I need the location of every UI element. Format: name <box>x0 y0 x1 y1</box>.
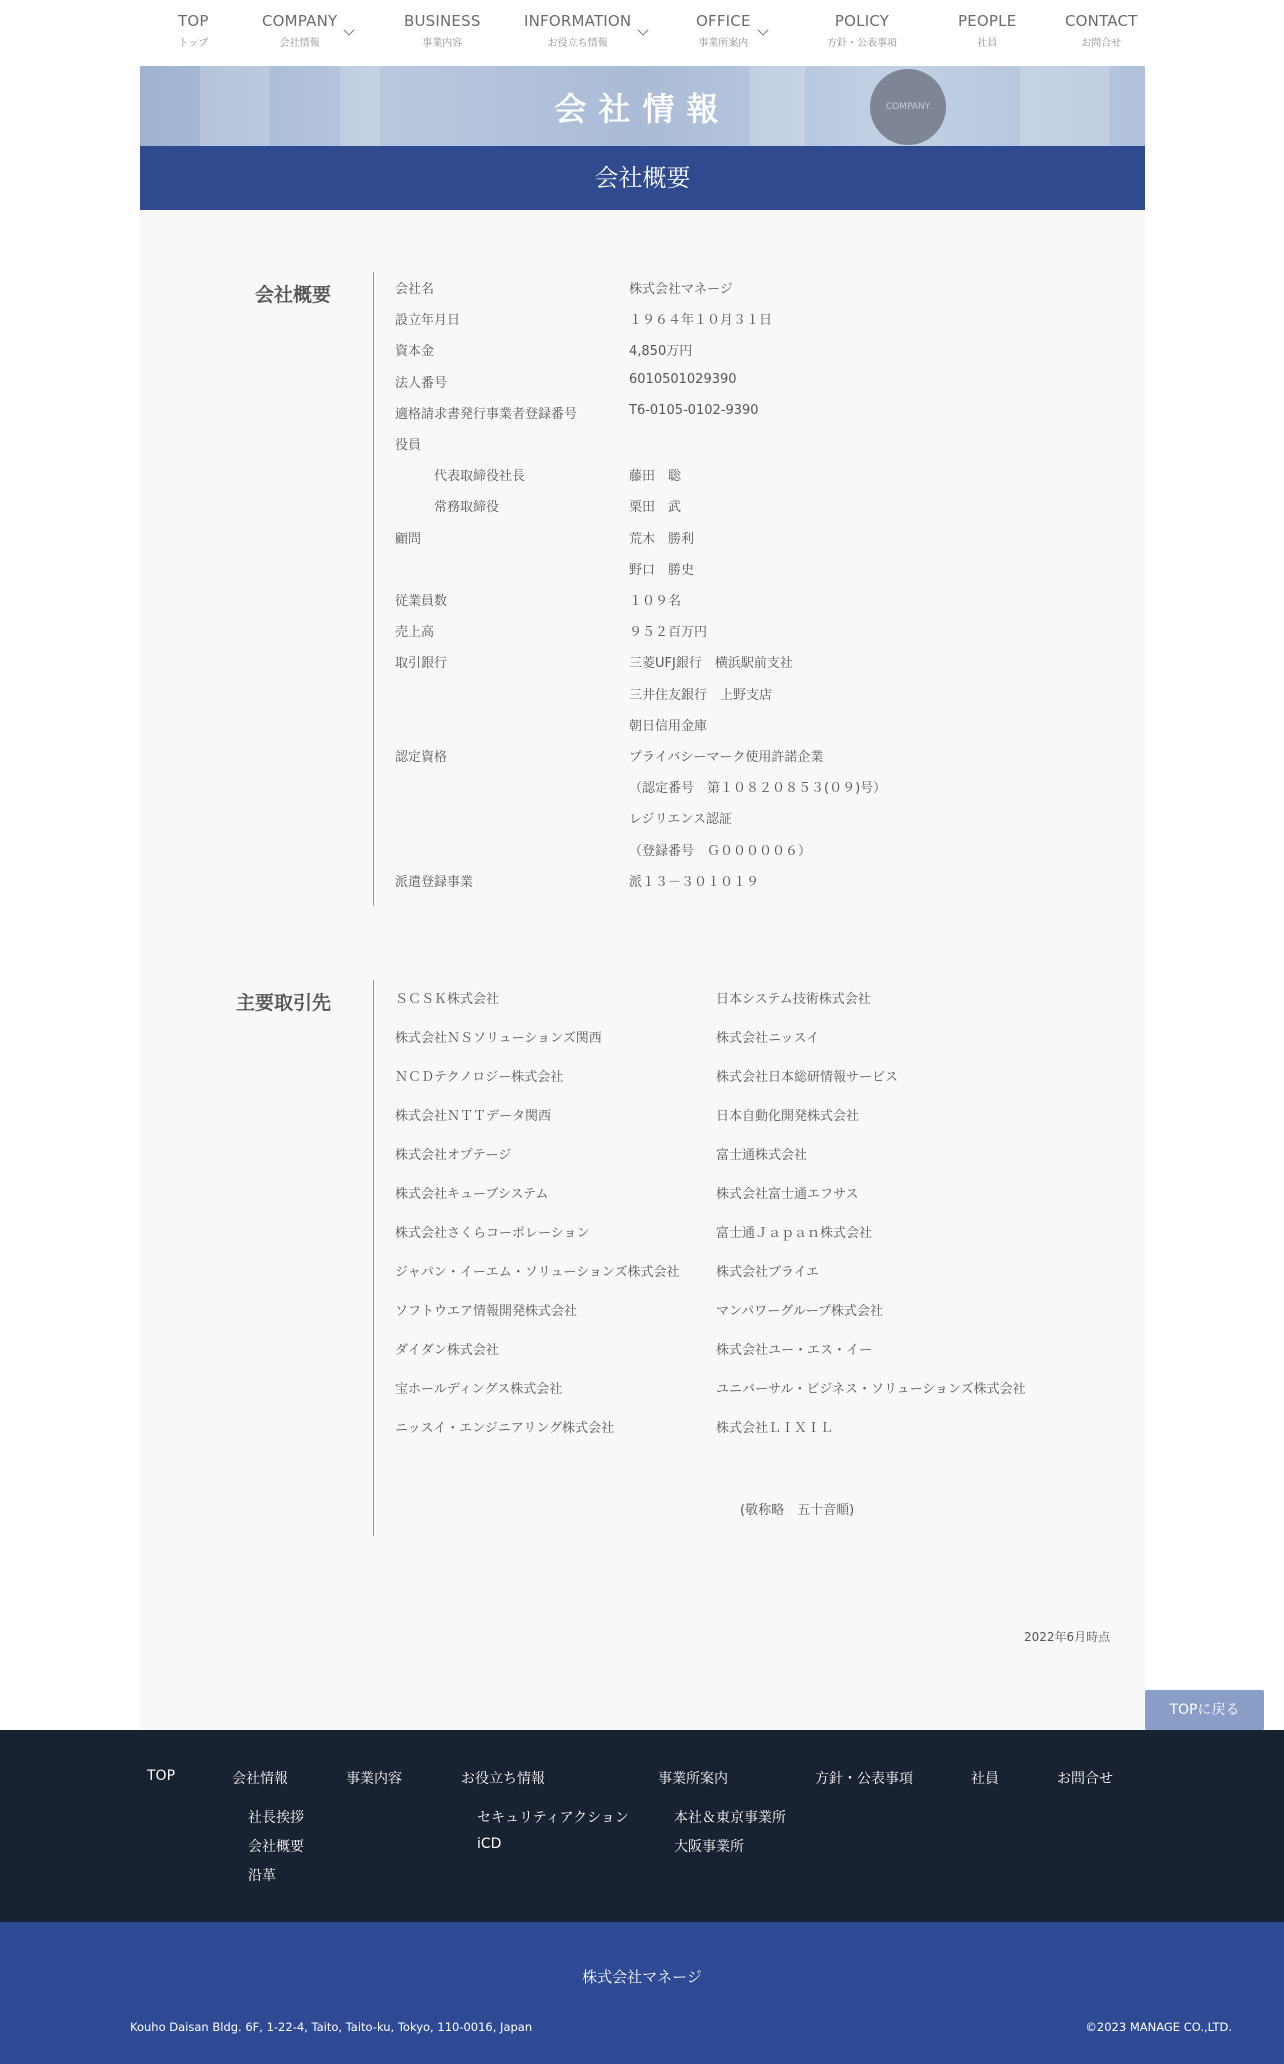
nav-company[interactable] <box>262 12 337 49</box>
nav-people-ja: 社員 <box>977 38 998 49</box>
client-item: 株式会社さくらコーポレーション <box>395 1226 590 1241</box>
overview-value: 栗田 武 <box>629 500 682 516</box>
footer-link-icd[interactable]: iCD <box>477 1836 502 1852</box>
overview-label: 資本金 <box>395 344 435 360</box>
overview-label: 代表取締役社長 <box>434 469 526 485</box>
clients-divider <box>373 980 374 1536</box>
overview-value: 株式会社マネージ <box>629 282 733 297</box>
nav-business-ja: 事業内容 <box>422 38 463 49</box>
nav-people-en: PEOPLE <box>958 12 1017 30</box>
client-item: マンパワーグループ株式会社 <box>716 1304 884 1319</box>
overview-label: 派遣登録事業 <box>395 874 474 890</box>
overview-value: 4,850万円 <box>629 344 693 360</box>
footer-link-information[interactable]: お役立ち情報 <box>461 1771 545 1787</box>
overview-value: 派１３－３０１０１９ <box>629 874 760 890</box>
footer-link-people[interactable]: 社員 <box>971 1771 999 1787</box>
client-item: 宝ホールディングス株式会社 <box>395 1382 563 1397</box>
footer-company-name: 株式会社マネージ <box>582 1968 702 1986</box>
client-item: 株式会社オプテージ <box>395 1148 512 1163</box>
overview-divider <box>373 272 374 906</box>
footer-nav <box>0 1730 1284 1922</box>
clients-title: 主要取引先 <box>235 992 331 1014</box>
footer-link-osaka-office[interactable]: 大阪事業所 <box>674 1839 744 1855</box>
footer-copyright: ©2023 MANAGE CO.,LTD. <box>1085 2020 1232 2034</box>
nav-contact[interactable] <box>1065 12 1138 49</box>
footer-bottom <box>0 1922 1284 2064</box>
overview-value: 三菱UFJ銀行 横浜駅前支社 <box>629 656 793 672</box>
overview-value: ９５２百万円 <box>629 625 708 641</box>
client-item: 株式会社ブライエ <box>716 1265 820 1280</box>
page-title: 会社概要 <box>140 146 1145 210</box>
nav-top-en: TOP <box>178 12 209 30</box>
nav-office[interactable] <box>696 12 751 49</box>
nav-information-ja: お役立ち情報 <box>547 38 608 49</box>
footer-link-policy[interactable]: 方針・公表事項 <box>815 1771 913 1787</box>
footer-link-office[interactable]: 事業所案内 <box>658 1771 728 1787</box>
overview-label: 役員 <box>395 438 422 453</box>
nav-company-ja: 会社情報 <box>279 38 320 49</box>
client-item: 株式会社富士通エフサス <box>716 1187 859 1202</box>
nav-contact-en: CONTACT <box>1065 12 1138 30</box>
main-content <box>140 210 1145 1730</box>
nav-information-en: INFORMATION <box>524 12 632 30</box>
client-item: 株式会社キューブシステム <box>395 1187 549 1202</box>
footer-link-history[interactable]: 沿革 <box>248 1868 276 1884</box>
overview-value: １９６４年１０月３１日 <box>629 313 773 329</box>
client-item: 日本自動化開発株式会社 <box>716 1109 860 1124</box>
hero-badge: COMPANY <box>870 69 946 145</box>
overview-label: 取引銀行 <box>395 656 448 672</box>
overview-label: 会社名 <box>395 282 435 297</box>
overview-label: 法人番号 <box>395 375 448 391</box>
overview-label: 認定資格 <box>395 750 448 765</box>
client-item: ＳＣＳＫ株式会社 <box>395 992 500 1007</box>
nav-information[interactable] <box>524 12 631 49</box>
client-item: 富士通Ｊａｐａｎ株式会社 <box>716 1226 873 1241</box>
as-of-date: 2022年6月時点 <box>1024 1630 1111 1644</box>
footer-link-overview[interactable]: 会社概要 <box>248 1839 304 1855</box>
overview-value: （登録番号 Ｇ０００００６） <box>629 843 812 859</box>
overview-value: 荒木 勝利 <box>629 531 695 547</box>
overview-value: 三井住友銀行 上野支店 <box>629 687 773 703</box>
top-nav <box>0 0 1284 66</box>
overview-value: 野口 勝史 <box>629 562 695 578</box>
client-item: 株式会社ＬＩＸＩＬ <box>716 1421 834 1436</box>
nav-office-ja: 事業所案内 <box>698 38 749 49</box>
client-item: 富士通株式会社 <box>716 1148 808 1163</box>
client-item: ソフトウエア情報開発株式会社 <box>395 1304 578 1319</box>
nav-company-en: COMPANY <box>262 12 338 30</box>
client-item: 株式会社ユー・エス・イー <box>716 1343 873 1358</box>
client-item: 日本システム技術株式会社 <box>716 992 871 1007</box>
client-item: ニッスイ・エンジニアリング株式会社 <box>395 1421 615 1436</box>
footer-link-security-action[interactable]: セキュリティアクション <box>477 1810 629 1826</box>
client-item: ユニバーサル・ビジネス・ソリューションズ株式会社 <box>716 1382 1026 1397</box>
footer-link-top[interactable]: TOP <box>147 1768 176 1784</box>
overview-label: 適格請求書発行事業者登録番号 <box>395 406 578 422</box>
hero-title: 会社情報 <box>554 90 731 128</box>
chevron-down-icon <box>344 24 355 35</box>
footer-address: Kouho Daisan Bldg. 6F, 1-22-4, Taito, Taito-ku, Tokyo, 110-0016, Japan <box>130 2020 533 2034</box>
client-item: ジャパン・イーエム・ソリューションズ株式会社 <box>395 1265 680 1280</box>
overview-value: １０９名 <box>629 594 682 609</box>
client-item: ＮＣＤテクノロジー株式会社 <box>395 1070 564 1085</box>
client-item: 株式会社ニッスイ <box>716 1031 820 1046</box>
nav-business[interactable] <box>404 12 481 49</box>
footer-link-business[interactable]: 事業内容 <box>346 1771 402 1787</box>
nav-top[interactable] <box>178 12 209 49</box>
nav-people[interactable] <box>958 12 1016 49</box>
overview-value: T6-0105-0102-9390 <box>629 402 759 418</box>
overview-label: 顧問 <box>395 531 422 547</box>
client-item: 株式会社日本総研情報サービス <box>716 1070 899 1085</box>
overview-value: 朝日信用金庫 <box>629 718 708 734</box>
footer-link-company[interactable]: 会社情報 <box>232 1771 288 1787</box>
nav-policy-en: POLICY <box>834 12 890 30</box>
overview-value: 藤田 聡 <box>629 469 682 485</box>
nav-business-en: BUSINESS <box>404 12 481 30</box>
footer-link-greeting[interactable]: 社長挨拶 <box>248 1810 304 1826</box>
back-to-top-button[interactable]: TOPに戻る <box>1145 1690 1264 1730</box>
overview-title: 会社概要 <box>254 284 331 306</box>
overview-label: 売上高 <box>395 625 435 641</box>
footer-link-head-office[interactable]: 本社＆東京事業所 <box>674 1810 786 1826</box>
overview-label: 設立年月日 <box>395 313 461 329</box>
overview-value: レジリエンス認証 <box>629 812 733 828</box>
hero-banner <box>140 66 1145 146</box>
nav-office-en: OFFICE <box>696 12 751 30</box>
chevron-down-icon <box>757 24 768 35</box>
overview-label: 常務取締役 <box>434 500 500 516</box>
chevron-down-icon <box>638 24 649 35</box>
client-item: 株式会社ＮＳソリューションズ関西 <box>395 1031 602 1046</box>
nav-top-ja: トップ <box>178 38 209 49</box>
nav-policy[interactable] <box>827 12 897 49</box>
client-item: ダイダン株式会社 <box>395 1343 499 1358</box>
overview-value: （認定番号 第１０８２０８５３(０９)号） <box>629 781 887 797</box>
nav-policy-ja: 方針・公表事項 <box>827 38 897 49</box>
client-item: 株式会社ＮＴＴデータ関西 <box>395 1109 552 1124</box>
nav-contact-ja: お問合せ <box>1081 38 1122 49</box>
overview-value: 6010501029390 <box>629 371 737 387</box>
footer-link-contact[interactable]: お問合せ <box>1057 1771 1113 1787</box>
overview-value: プライバシーマーク使用許諾企業 <box>629 750 824 765</box>
clients-note: (敬称略 五十音順) <box>740 1503 855 1518</box>
overview-label: 従業員数 <box>395 594 448 609</box>
